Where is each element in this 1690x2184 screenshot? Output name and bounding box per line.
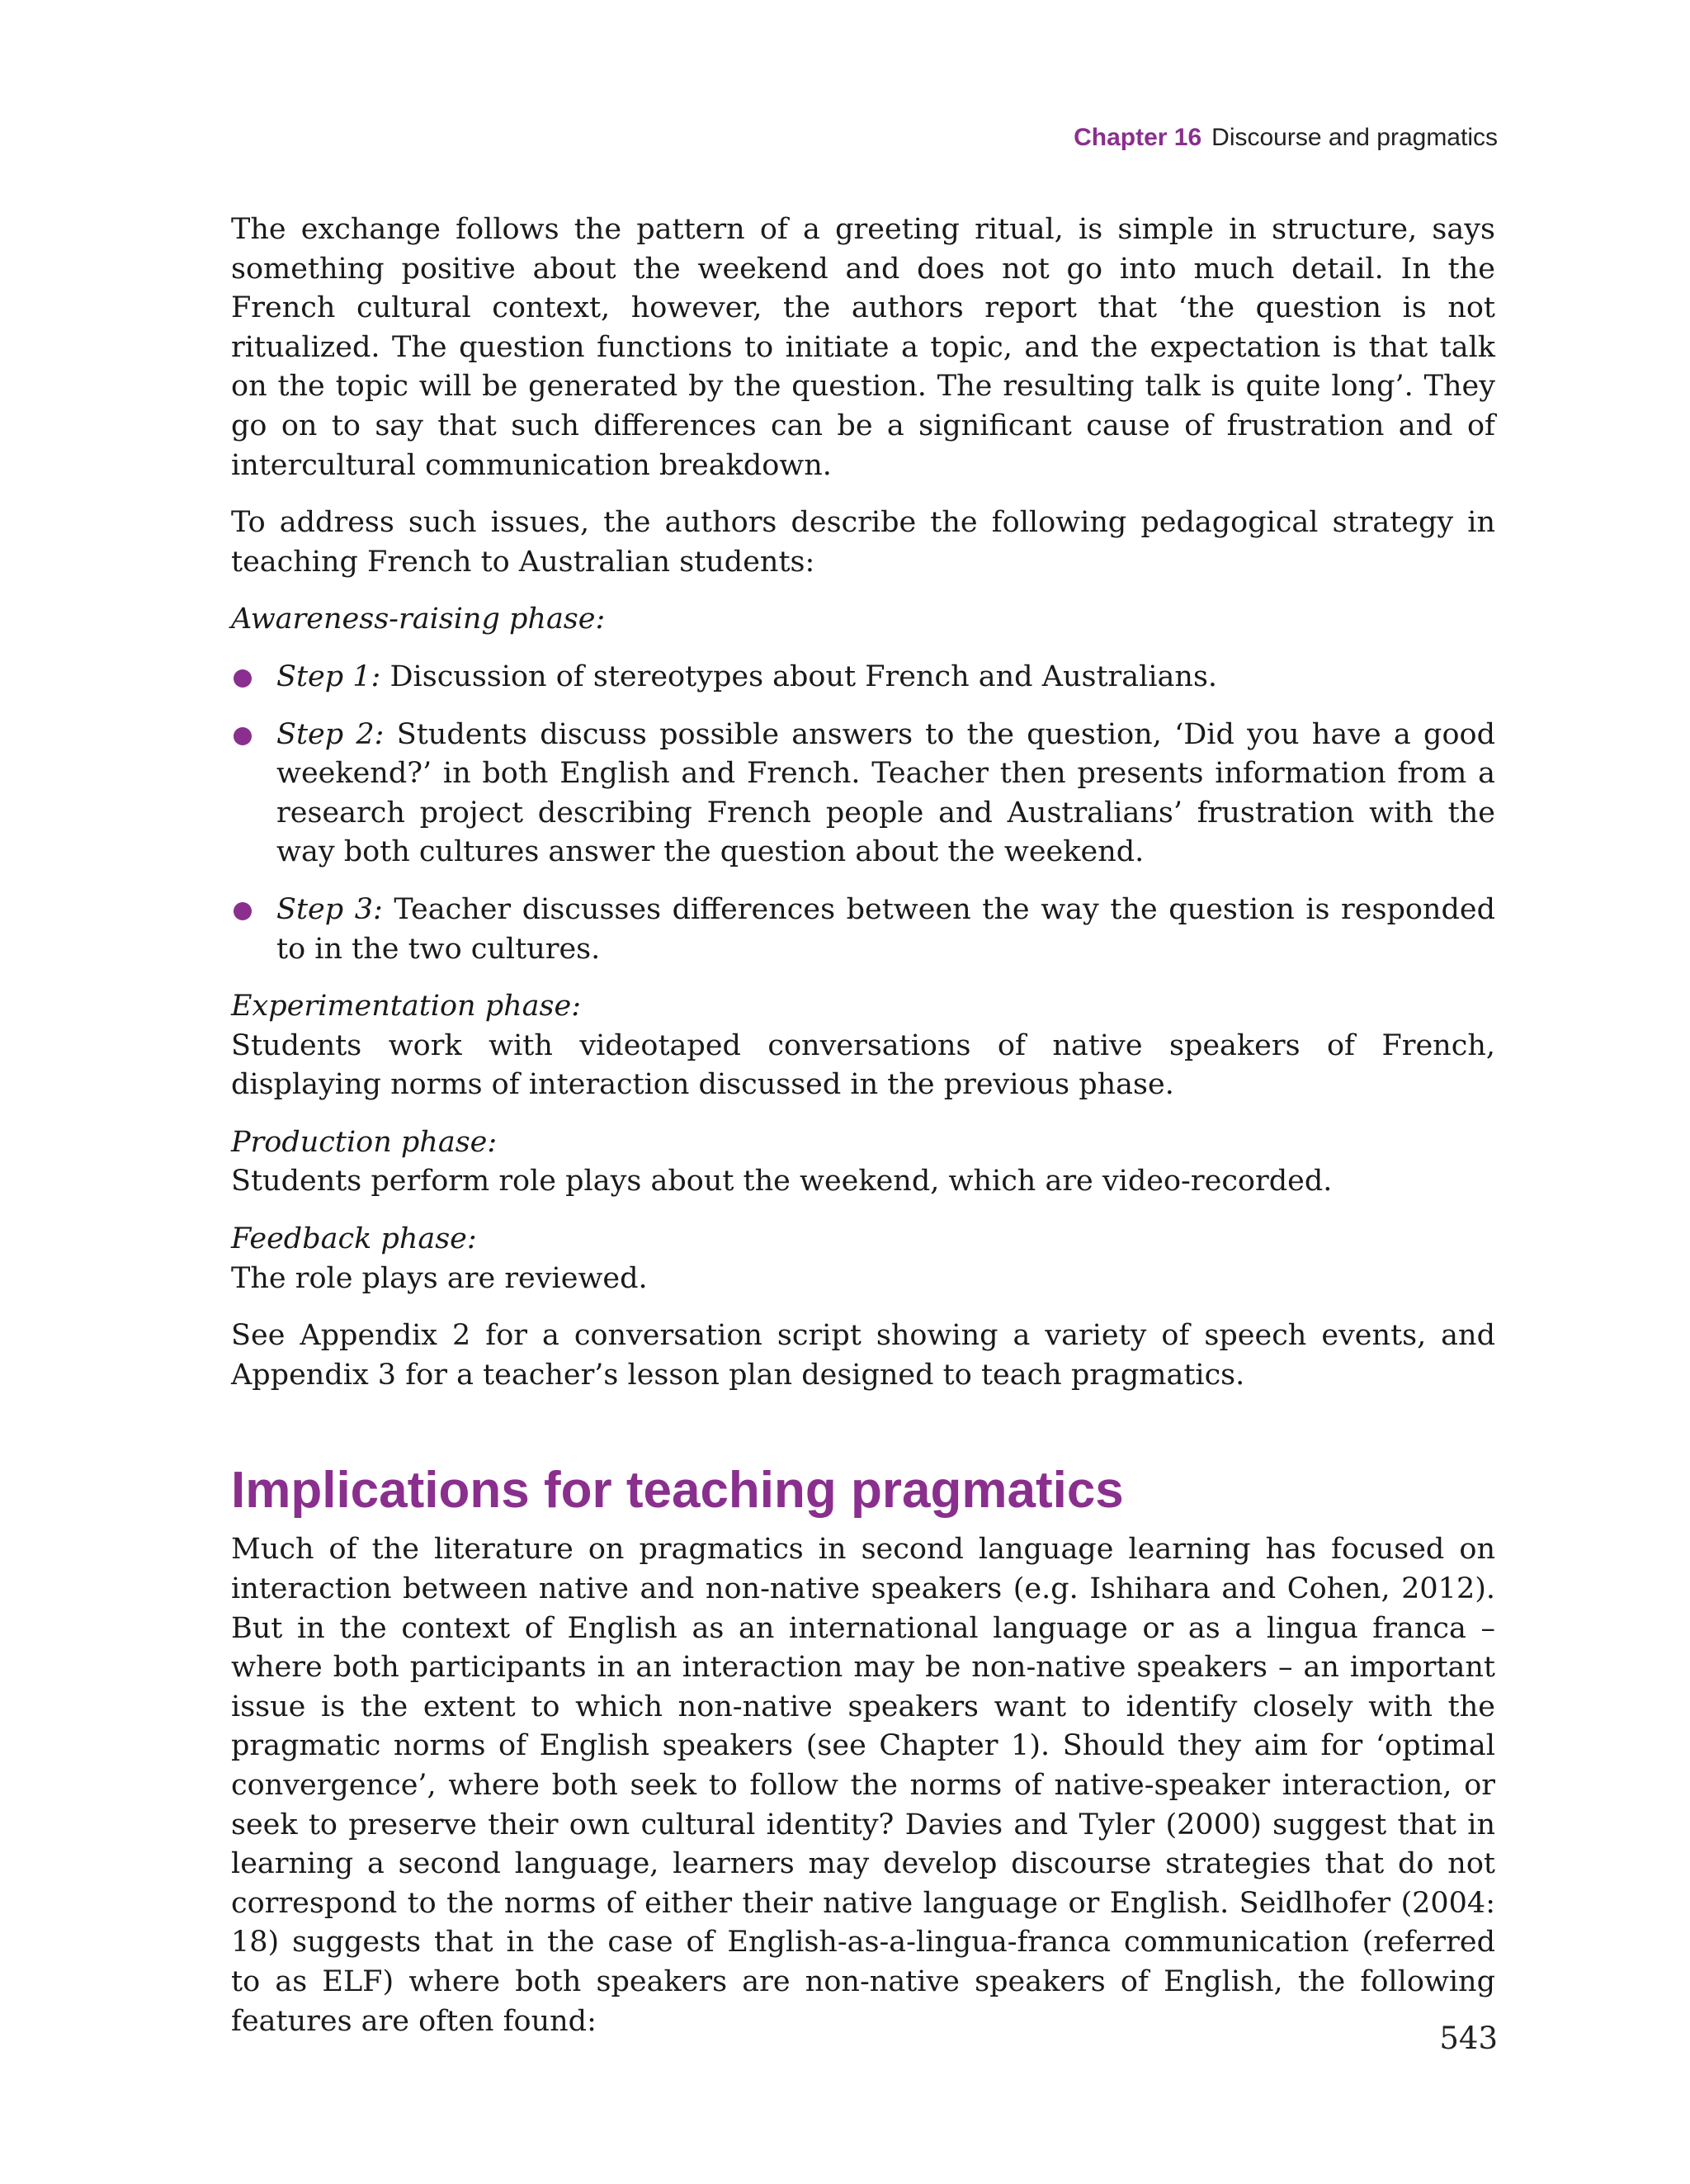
feedback-phase-heading: Feedback phase:	[231, 1222, 477, 1256]
experimentation-phase-heading: Experimentation phase:	[231, 990, 581, 1023]
paragraph-greeting-ritual: The exchange follows the pattern of a greeting ritual, is simple in structure, says something positive about the weekend and does not go into much detail. In the French cultural context, however, the authors report that ‘the question is not ritualized. The question functions to initiate a topic, and the expectation is that talk on the topic will be generated by the question. The resulting talk is quite long’. They go on to say that such differences can be a significant cause of frustration and of intercultural communication breakdown.	[231, 213, 1495, 482]
section-heading: Implications for teaching pragmatics	[231, 1462, 1124, 1520]
bullet-icon	[234, 727, 252, 745]
production-phase-heading: Production phase:	[231, 1125, 498, 1159]
appendix-note: See Appendix 2 for a conversation script showing a variety of speech events, and Appendix 3 for a teacher’s lesson plan designed to teach pragmatics.	[231, 1319, 1495, 1392]
chapter-title: Discourse and pragmatics	[1211, 124, 1498, 151]
experimentation-phase-text: Students work with videotaped conversations of native speakers of French, displaying norms of interaction discussed in the previous phase.	[231, 1028, 1495, 1102]
awareness-steps-list	[231, 658, 1495, 969]
step-text: Discussion of stereotypes about French and Australians.	[380, 659, 1218, 693]
step-label: Step 3:	[276, 892, 383, 926]
step-text: Students discuss possible answers to the question, ‘Did you have a good weekend?’ in both English and French. Teacher then presents information from a research project describing French people and Australians’ frustration with the way both cultures answer the question about the weekend.	[276, 717, 1495, 869]
list-item-step-2	[231, 716, 1495, 872]
list-item-step-3	[231, 891, 1495, 969]
main-text	[231, 210, 1495, 2041]
production-phase-text: Students perform role plays about the weekend, which are video-recorded.	[231, 1165, 1333, 1198]
page-number: 543	[1439, 2021, 1498, 2056]
step-label: Step 1:	[276, 659, 381, 693]
list-item-step-1	[231, 658, 1495, 697]
feedback-phase-text: The role plays are reviewed.	[231, 1261, 648, 1295]
awareness-phase-heading: Awareness-raising phase:	[231, 603, 606, 636]
step-text: Teacher discusses differences between the way the question is responded to in the two cultures.	[276, 892, 1495, 966]
running-head	[1074, 124, 1498, 152]
step-label: Step 2:	[276, 717, 385, 751]
paragraph-pedagogical-strategy: To address such issues, the authors describe the following pedagogical strategy in teaching French to Australian students:	[231, 506, 1495, 579]
bullet-icon	[234, 902, 252, 920]
section-body-paragraph: Much of the literature on pragmatics in second language learning has focused on interaction between native and non-native speakers (e.g. Ishihara and Cohen, 2012). But in the context of English as an international language or as a lingua franca – where both participants in an interaction may be non-native speakers – an important issue is the extent to which non-native speakers want to identify closely with the pragmatic norms of English speakers (see Chapter 1). Should they aim for ‘optimal convergence’, where both seek to follow the norms of native-speaker interaction, or seek to preserve their own cultural identity? Davies and Tyler (2000) suggest that in learning a second language, learners may develop discourse strategies that do not correspond to the norms of either their native language or English. Seidlhofer (2004: 18) suggests that in the case of English-as-a-lingua-franca communication (referred to as ELF) where both speakers are non-native speakers of English, the following features are often found:	[231, 1533, 1495, 2038]
bullet-icon	[234, 669, 252, 688]
chapter-label: Chapter 16	[1074, 124, 1202, 151]
